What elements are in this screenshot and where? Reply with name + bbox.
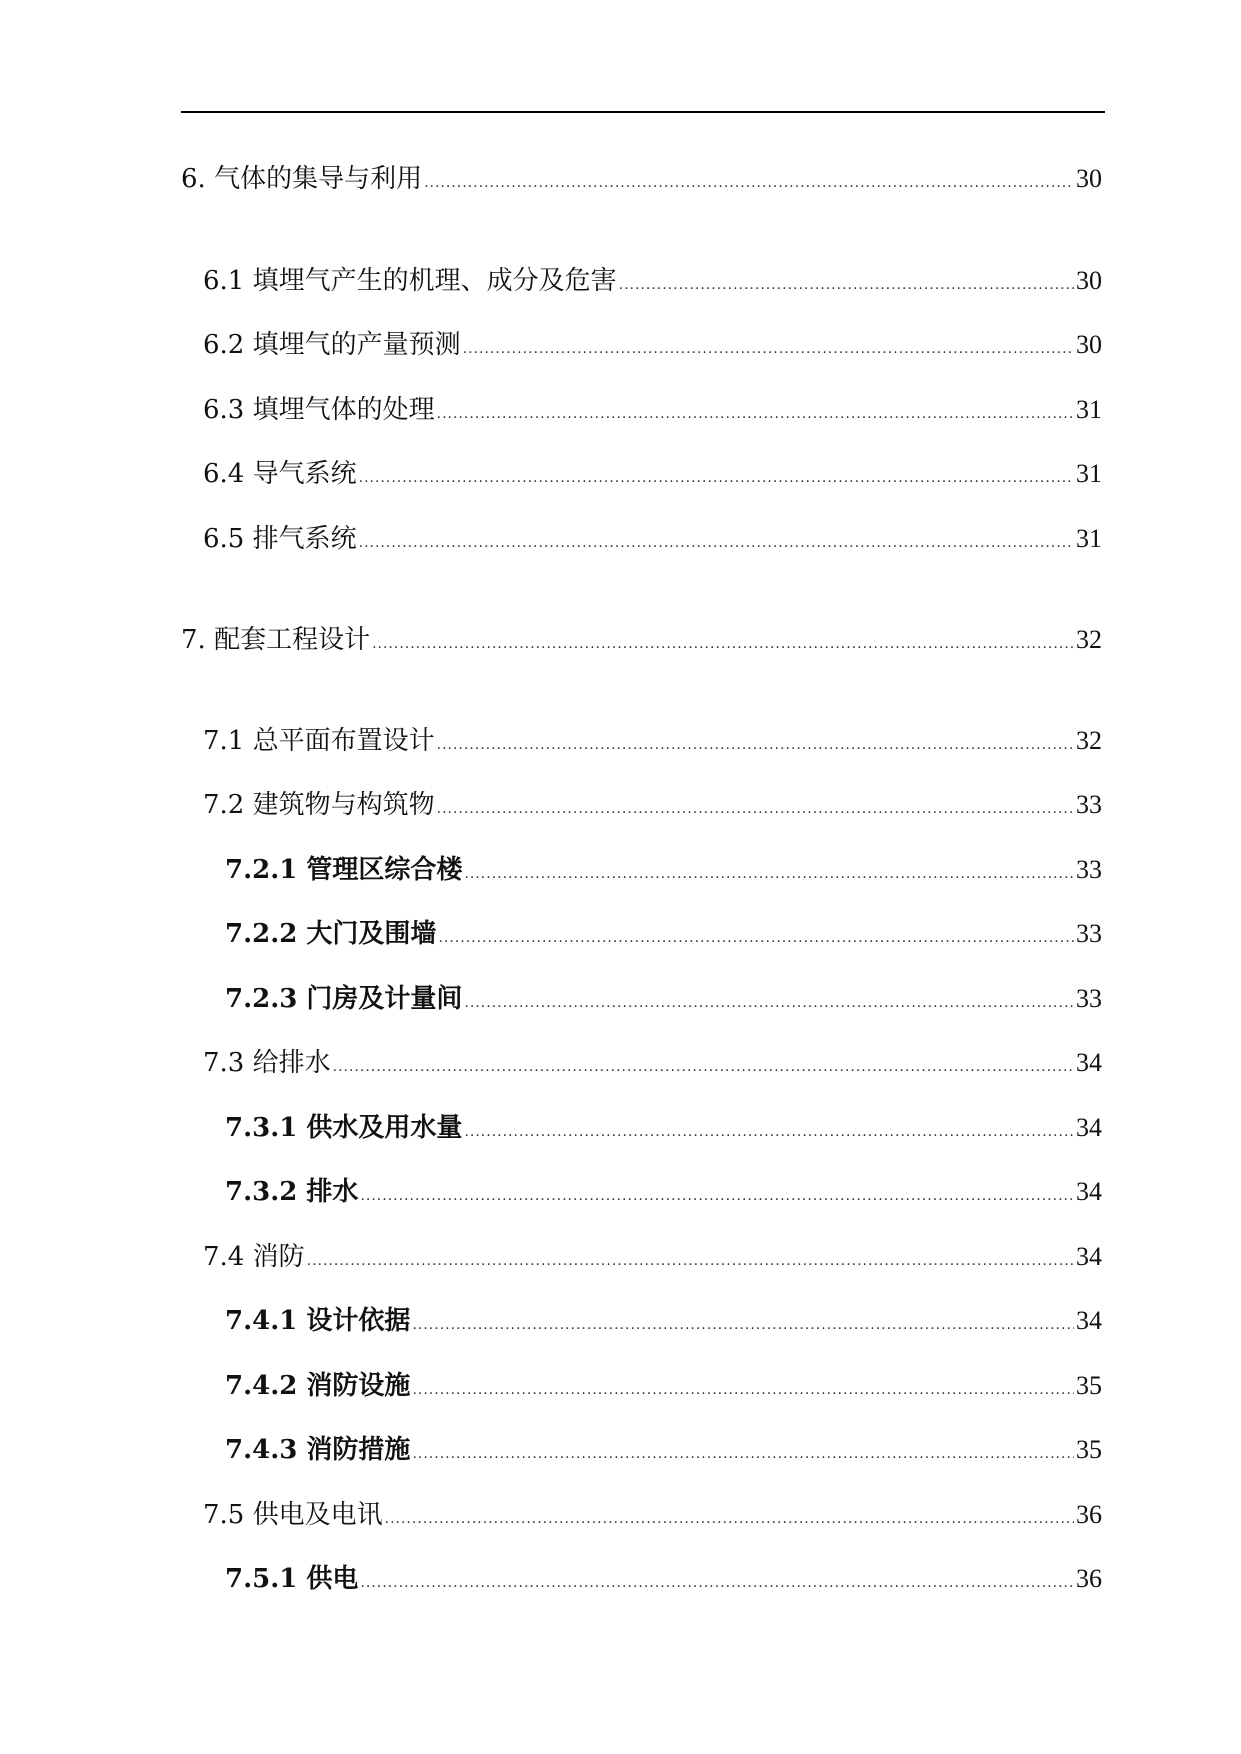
dot-leader xyxy=(464,867,1074,881)
dot-leader xyxy=(437,802,1074,816)
toc-title: 6.3 填埋气体的处理 xyxy=(203,395,435,425)
toc-entry[interactable] xyxy=(203,728,1102,754)
toc-page: 30 xyxy=(1076,330,1102,359)
dot-leader xyxy=(359,536,1074,550)
toc-entry[interactable] xyxy=(225,1308,1102,1334)
toc-entry[interactable] xyxy=(203,792,1102,818)
dot-leader xyxy=(464,996,1074,1010)
dot-leader xyxy=(464,1125,1074,1139)
toc-title: 6.5 排气系统 xyxy=(203,524,357,554)
toc-entry[interactable] xyxy=(225,1115,1102,1141)
toc-title: 7.4 消防 xyxy=(203,1242,305,1272)
toc-title: 7.2.3 门房及计量间 xyxy=(225,984,463,1014)
dot-leader xyxy=(619,278,1074,292)
toc-entry[interactable] xyxy=(203,397,1102,423)
toc-page: 32 xyxy=(1076,726,1102,755)
dot-leader xyxy=(385,1512,1074,1526)
toc-title: 7.4.2 消防设施 xyxy=(225,1371,411,1401)
toc-title: 6.2 填埋气的产量预测 xyxy=(203,330,461,360)
dot-leader xyxy=(412,1447,1074,1461)
toc-title: 7.1 总平面布置设计 xyxy=(203,726,435,756)
toc-page: 35 xyxy=(1076,1371,1102,1400)
toc-entry[interactable] xyxy=(225,921,1102,947)
toc-title: 7. 配套工程设计 xyxy=(181,625,371,655)
dot-leader xyxy=(360,1576,1074,1590)
toc-page: 35 xyxy=(1076,1435,1102,1464)
toc-page: 30 xyxy=(1076,266,1102,295)
toc-page: 33 xyxy=(1076,919,1102,948)
toc-entry[interactable] xyxy=(181,627,1102,653)
toc-entry[interactable] xyxy=(225,857,1102,883)
toc-title: 7.2 建筑物与构筑物 xyxy=(203,790,435,820)
toc-entry[interactable] xyxy=(181,166,1102,192)
dot-leader xyxy=(372,637,1074,651)
toc-entry[interactable] xyxy=(225,1373,1102,1399)
toc-page: 36 xyxy=(1076,1564,1102,1593)
toc-title: 6. 气体的集导与利用 xyxy=(181,164,423,194)
toc-title: 7.4.1 设计依据 xyxy=(225,1306,411,1336)
dot-leader xyxy=(412,1318,1074,1332)
dot-leader xyxy=(463,342,1074,356)
toc-page: 34 xyxy=(1076,1306,1102,1335)
toc-entry[interactable] xyxy=(203,332,1102,358)
dot-leader xyxy=(359,471,1074,485)
toc-entry[interactable] xyxy=(203,1244,1102,1270)
dot-leader xyxy=(333,1060,1074,1074)
dot-leader xyxy=(412,1383,1074,1397)
toc-page: 34 xyxy=(1076,1177,1102,1206)
dot-leader xyxy=(438,931,1074,945)
toc-entry[interactable] xyxy=(203,1050,1102,1076)
toc-title: 7.5.1 供电 xyxy=(225,1564,359,1594)
dot-leader xyxy=(424,176,1074,190)
dot-leader xyxy=(437,407,1074,421)
dot-leader xyxy=(437,738,1074,752)
toc-page: 34 xyxy=(1076,1242,1102,1271)
toc-page: 31 xyxy=(1076,524,1102,553)
dot-leader xyxy=(360,1189,1074,1203)
toc-page: 30 xyxy=(1076,164,1102,193)
toc-title: 7.3 给排水 xyxy=(203,1048,331,1078)
toc-entry[interactable] xyxy=(225,1179,1102,1205)
toc-page: 32 xyxy=(1076,625,1102,654)
toc-entry[interactable] xyxy=(203,526,1102,552)
toc-title: 7.3.1 供水及用水量 xyxy=(225,1113,463,1143)
toc-page: 31 xyxy=(1076,395,1102,424)
toc-page: 34 xyxy=(1076,1048,1102,1077)
toc-page: 33 xyxy=(1076,855,1102,884)
toc-page: 36 xyxy=(1076,1500,1102,1529)
toc-entry[interactable] xyxy=(203,1502,1102,1528)
toc-page: 31 xyxy=(1076,459,1102,488)
toc-entry[interactable] xyxy=(225,986,1102,1012)
toc-page: 33 xyxy=(1076,790,1102,819)
dot-leader xyxy=(307,1254,1074,1268)
toc-title: 7.4.3 消防措施 xyxy=(225,1435,411,1465)
toc-entry[interactable] xyxy=(225,1566,1102,1592)
toc-page: 34 xyxy=(1076,1113,1102,1142)
toc-title: 6.4 导气系统 xyxy=(203,459,357,489)
toc-entry[interactable] xyxy=(203,268,1102,294)
toc-title: 7.5 供电及电讯 xyxy=(203,1500,383,1530)
toc-title: 7.2.1 管理区综合楼 xyxy=(225,855,463,885)
toc-title: 7.2.2 大门及围墙 xyxy=(225,919,437,949)
toc-entry[interactable] xyxy=(203,461,1102,487)
toc-title: 7.3.2 排水 xyxy=(225,1177,359,1207)
toc-entry[interactable] xyxy=(225,1437,1102,1463)
toc-page: 33 xyxy=(1076,984,1102,1013)
toc-title: 6.1 填埋气产生的机理、成分及危害 xyxy=(203,266,617,296)
